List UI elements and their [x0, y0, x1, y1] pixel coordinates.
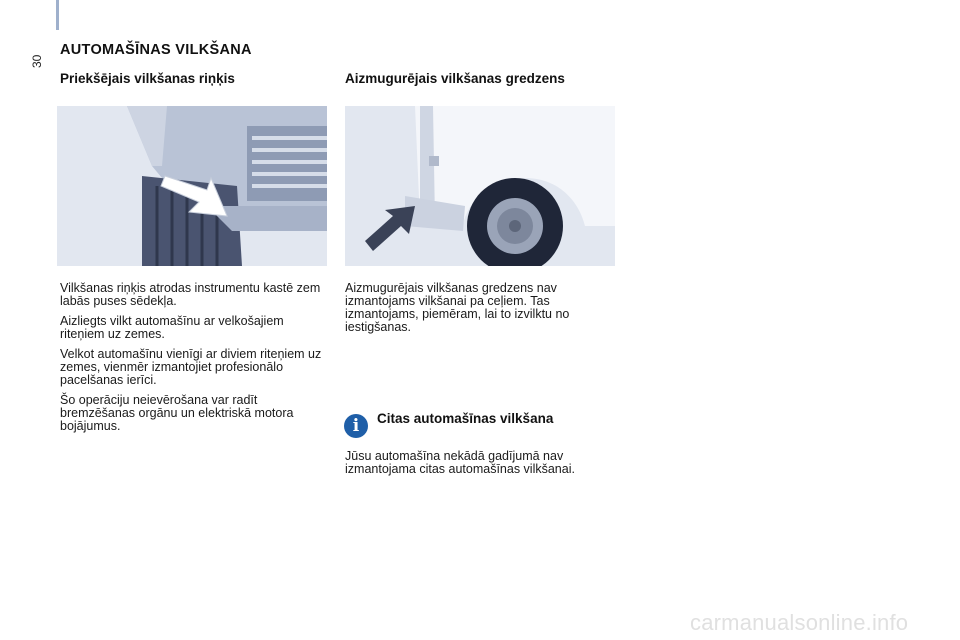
rear-towing-paragraph: Aizmugurējais vilkšanas gredzens nav izmantojams vilkšanai pa ceļiem. Tas izmantojams, piemēram, lai to izvilktu no iestigšanas. [345, 281, 570, 334]
rear-towing-illustration [345, 106, 615, 266]
info-paragraph: Jūsu automašīna nekādā gadījumā nav izmantojama citas automašīnas vilkšanai. [345, 449, 575, 476]
other-vehicle-towing-text [345, 450, 615, 483]
page-number: 30 [30, 54, 44, 68]
front-towing-paragraph: Šo operāciju neievērošana var radīt bremzēšanas orgānu un elektriskā motora bojājumus. [60, 393, 294, 433]
rear-towing-heading: Aizmugurējais vilkšanas gredzens [345, 71, 565, 86]
front-towing-text [60, 282, 330, 440]
margin-bar [56, 0, 59, 30]
rear-towing-text [345, 282, 615, 341]
section-title: AUTOMAŠĪNAS VILKŠANA [60, 42, 252, 58]
front-towing-paragraph: Aizliegts vilkt automašīnu ar velkošajiem riteņiem uz zemes. [60, 314, 284, 341]
front-towing-paragraph: Vilkšanas riņķis atrodas instrumentu kastē zem labās puses sēdekļa. [60, 281, 321, 308]
front-towing-illustration [57, 106, 327, 266]
front-towing-paragraph: Velkot automašīnu vienīgi ar diviem riteņiem uz zemes, vienmēr izmantojiet profesionālo pacelšanas ierīci. [60, 347, 322, 387]
front-towing-heading: Priekšējais vilkšanas riņķis [60, 71, 235, 86]
other-vehicle-towing-heading: Citas automašīnas vilkšana [377, 411, 554, 426]
info-icon: i [344, 414, 368, 438]
watermark: carmanualsonline.info [690, 610, 909, 635]
